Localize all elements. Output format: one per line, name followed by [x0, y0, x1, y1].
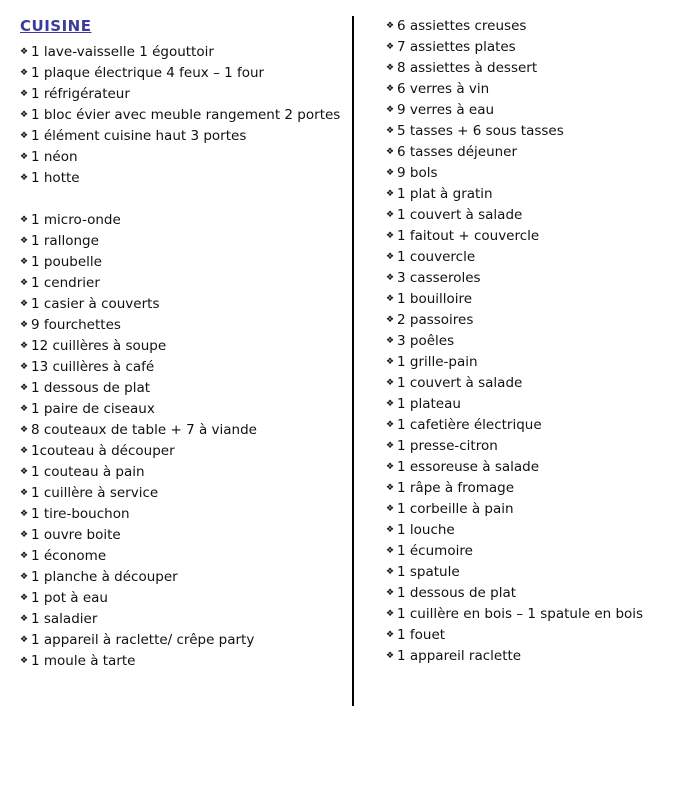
list-item: ❖ 1 fouet: [386, 625, 662, 646]
list-item: ❖ 2 passoires: [386, 310, 662, 331]
list-item: ❖ 3 poêles: [386, 331, 662, 352]
list-item: ❖ 9 fourchettes: [20, 315, 352, 336]
list-item: ❖ 1 faitout + couvercle: [386, 226, 662, 247]
list-item: ❖ 1 couvert à salade: [386, 373, 662, 394]
list-item: ❖ 13 cuillères à café: [20, 357, 352, 378]
list-item: ❖ 1 râpe à fromage: [386, 478, 662, 499]
list-item: ❖ 1 moule à tarte: [20, 651, 352, 672]
list-item: ❖ 1 planche à découper: [20, 567, 352, 588]
right-column: [362, 16, 662, 667]
list-item: ❖ 7 assiettes plates: [386, 37, 662, 58]
list-item: ❖ 1 pot à eau: [20, 588, 352, 609]
list-item: ❖ 9 verres à eau: [386, 100, 662, 121]
list-item: ❖ 8 assiettes à dessert: [386, 58, 662, 79]
list-item: ❖ 1 appareil à raclette/ crêpe party: [20, 630, 352, 651]
column-divider: [352, 16, 354, 706]
two-column-layout: [12, 16, 677, 706]
list-item: ❖ 1 poubelle: [20, 252, 352, 273]
list-item: ❖ 1 paire de ciseaux: [20, 399, 352, 420]
list-item: ❖ 1 grille-pain: [386, 352, 662, 373]
list-item: ❖ 1 spatule: [386, 562, 662, 583]
list-item: ❖ 6 verres à vin: [386, 79, 662, 100]
list-item: ❖ 1 rallonge: [20, 231, 352, 252]
list-item: ❖ 1 écumoire: [386, 541, 662, 562]
list-item: ❖ 5 tasses + 6 sous tasses: [386, 121, 662, 142]
list-item: ❖ 1 appareil raclette: [386, 646, 662, 667]
list-item: ❖ 1 cafetière électrique: [386, 415, 662, 436]
list-item: ❖ 1 presse-citron: [386, 436, 662, 457]
list-item: ❖ 1 plateau: [386, 394, 662, 415]
list-item: ❖ 1 louche: [386, 520, 662, 541]
list-item: ❖ 1 tire-bouchon: [20, 504, 352, 525]
list-item: ❖ 1 micro-onde: [20, 210, 352, 231]
list-item: ❖ 6 tasses déjeuner: [386, 142, 662, 163]
list-item: ❖ 8 couteaux de table + 7 à viande: [20, 420, 352, 441]
list-item: ❖ 6 assiettes creuses: [386, 16, 662, 37]
list-item: ❖ 12 cuillères à soupe: [20, 336, 352, 357]
list-item: ❖ 1 hotte: [20, 168, 352, 189]
list-item: ❖ 1 corbeille à pain: [386, 499, 662, 520]
list-item: ❖ 9 bols: [386, 163, 662, 184]
list-item: ❖ 1 cendrier: [20, 273, 352, 294]
list-item: ❖ 1 néon: [20, 147, 352, 168]
list-item: ❖ 1 dessous de plat: [386, 583, 662, 604]
list-item: ❖ 1 cuillère à service: [20, 483, 352, 504]
list-item: ❖ 1couteau à découper: [20, 441, 352, 462]
left-column: [12, 16, 352, 672]
list-item: ❖ 1 lave-vaisselle 1 égouttoir: [20, 42, 352, 63]
kitchen-inventory-list-right: [386, 16, 662, 667]
list-item: ❖ 1 bouilloire: [386, 289, 662, 310]
list-item: ❖ 1 ouvre boite: [20, 525, 352, 546]
list-item: ❖ 1 saladier: [20, 609, 352, 630]
list-item: ❖ 1 casier à couverts: [20, 294, 352, 315]
list-item: ❖ 1 économe: [20, 546, 352, 567]
list-item: ❖ 1 dessous de plat: [20, 378, 352, 399]
page-title: CUISINE: [20, 17, 92, 35]
list-item: ❖ 1 plat à gratin: [386, 184, 662, 205]
list-spacer: [20, 189, 352, 210]
list-item: ❖ 1 couvert à salade: [386, 205, 662, 226]
list-item: ❖ 3 casseroles: [386, 268, 662, 289]
list-item: ❖ 1 couteau à pain: [20, 462, 352, 483]
list-item: ❖ 1 couvercle: [386, 247, 662, 268]
list-item: ❖ 1 réfrigérateur: [20, 84, 352, 105]
list-item: ❖ 1 élément cuisine haut 3 portes: [20, 126, 352, 147]
list-item: ❖ 1 plaque électrique 4 feux – 1 four: [20, 63, 352, 84]
list-item: ❖ 1 bloc évier avec meuble rangement 2 portes: [20, 105, 352, 126]
list-item: ❖ 1 essoreuse à salade: [386, 457, 662, 478]
kitchen-inventory-list-left: [20, 42, 352, 672]
list-item: ❖ 1 cuillère en bois – 1 spatule en bois: [386, 604, 662, 625]
